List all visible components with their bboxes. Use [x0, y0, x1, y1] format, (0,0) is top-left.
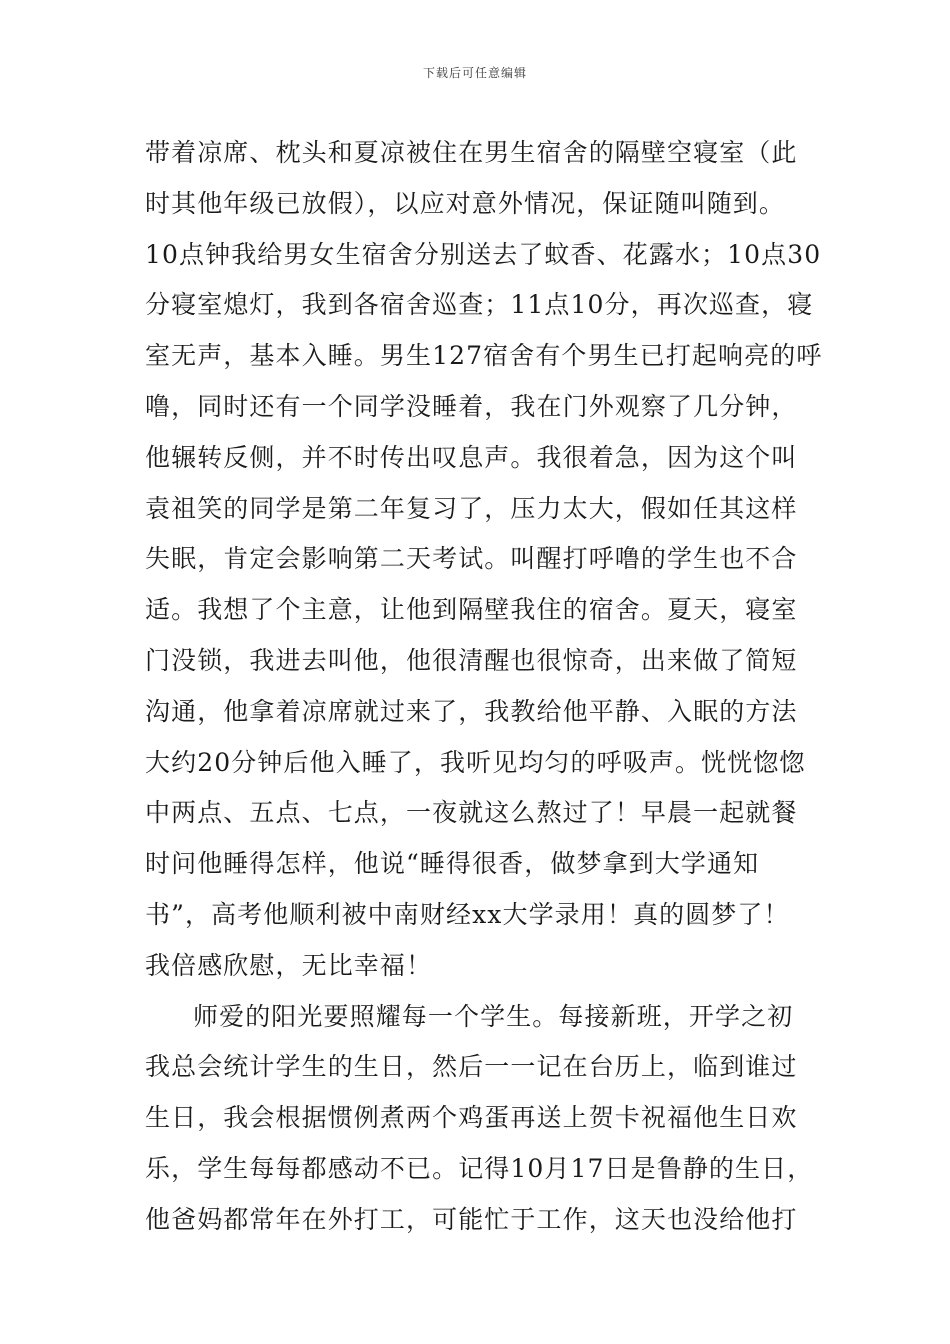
- text-line: 时问他睡得怎样，他说“睡得很香，做梦拿到大学通知: [145, 849, 760, 879]
- page-header-note: 下载后可任意编辑: [422, 66, 527, 80]
- text-line: 大约20分钟后他入睡了，我听见均匀的呼吸声。恍恍惚惚: [145, 747, 806, 777]
- text-line: 中两点、五点、七点，一夜就这么熬过了！早晨一起就餐: [145, 798, 798, 828]
- text-line: 乐，学生每每都感动不已。记得10月17日是鲁静的生日，: [145, 1153, 814, 1183]
- text-line: 噜，同时还有一个同学没睡着，我在门外观察了几分钟，: [145, 391, 798, 421]
- text-line: 分寝室熄灯，我到各宿舍巡查；11点10分，再次巡查，寝: [145, 290, 814, 320]
- document-body: [145, 128, 825, 1246]
- text-line: 生日，我会根据惯例煮两个鸡蛋再送上贺卡祝福他生日欢: [145, 1103, 798, 1133]
- text-line: 时其他年级已放假），以应对意外情况，保证随叫随到。: [145, 188, 786, 218]
- text-line: 沟通，他拿着凉席就过来了，我教给他平静、入眠的方法: [145, 696, 798, 726]
- text-line: 我倍感欣慰，无比幸福！: [145, 950, 433, 980]
- text-line: 适。我想了个主意，让他到隔壁我住的宿舍。夏天，寝室: [145, 595, 798, 625]
- text-line: 书”，高考他顺利被中南财经xx大学录用！真的圆梦了！: [145, 899, 790, 929]
- text-line: 门没锁，我进去叫他，他很清醒也很惊奇，出来做了简短: [145, 645, 798, 675]
- text-line: 10点钟我给男女生宿舍分别送去了蚊香、花露水；10点30: [145, 239, 822, 269]
- text-line: 失眠，肯定会影响第二天考试。叫醒打呼噜的学生也不合: [145, 544, 798, 574]
- paragraph-first-line: 师爱的阳光要照耀每一个学生。每接新班，开学之初: [193, 1001, 794, 1031]
- text-line: 他辗转反侧，并不时传出叹息声。我很着急，因为这个叫: [145, 442, 798, 472]
- text-line: 他爸妈都常年在外打工，可能忙于工作，这天也没给他打: [145, 1204, 798, 1234]
- text-line: 带着凉席、枕头和夏凉被住在男生宿舍的隔壁空寝室（此: [145, 138, 798, 167]
- text-line: 袁祖笑的同学是第二年复习了，压力太大，假如任其这样: [145, 493, 798, 523]
- text-line: 我总会统计学生的生日，然后一一记在台历上，临到谁过: [145, 1052, 798, 1082]
- text-line: 室无声，基本入睡。男生127宿舍有个男生已打起响亮的呼: [145, 341, 823, 371]
